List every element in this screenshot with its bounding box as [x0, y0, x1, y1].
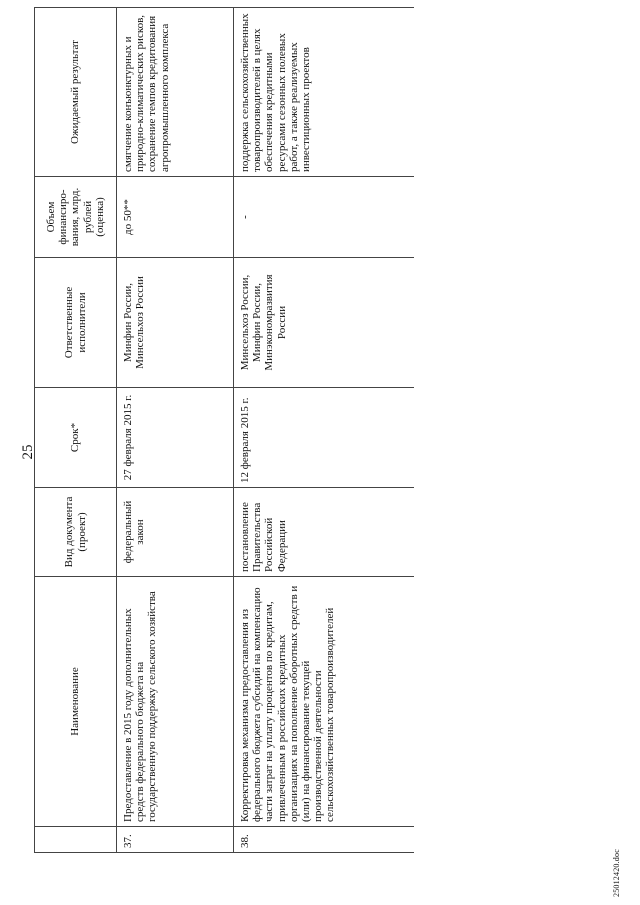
table-row: [234, 8, 415, 853]
header-term: Срок*: [35, 388, 117, 488]
row-result: смягчение конъюнктурных и природно-климатических рисков, сохранение темпов кредитования агропромышленного комплекса: [117, 8, 234, 177]
row-executors: Минсельхоз России, Минфин России, Минэкономразвития России: [234, 258, 415, 388]
header-num: [35, 827, 117, 853]
measures-table: [34, 7, 414, 853]
row-result: поддержка сельскохозяйственных товаропроизводителей в целях обеспечения кредитными ресурсами сезонных полевых работ, а также реализуемых инвестиционных проектов: [234, 8, 415, 177]
row-term: 12 февраля 2015 г.: [234, 388, 415, 488]
row-name: Предоставление в 2015 году дополнительных средств федерального бюджета на государственную поддержку сельского хозяйства: [117, 577, 234, 827]
header-result: Ожидаемый результат: [35, 8, 117, 177]
row-number: 38.: [234, 827, 415, 853]
row-term: 27 февраля 2015 г.: [117, 388, 234, 488]
row-funding: до 50**: [117, 177, 234, 258]
header-executors: Ответственные исполнители: [35, 258, 117, 388]
row-name: Корректировка механизма предоставления из федерального бюджета субсидий на компенсацию части затрат на уплату процентов по кредитам, привлеченным в российских кредитных организациях на пополнение оборотных средств и (или) на финансирование текущей производственной деятельности сельскохозяйственных товаропроизводителей: [234, 577, 415, 827]
row-funding: -: [234, 177, 415, 258]
header-funding: Объем финансиро-вания, млрд. рублей (оценка): [35, 177, 117, 258]
header-doc-type: Вид документа (проект): [35, 488, 117, 577]
row-doc-type: постановление Правительства Российской Федерации: [234, 488, 415, 577]
table-row: [117, 8, 234, 853]
header-name: Наименование: [35, 577, 117, 827]
row-executors: Минфин России, Минсельхоз России: [117, 258, 234, 388]
page-number: 25: [20, 444, 36, 460]
file-footer: 25012420.doc: [612, 849, 621, 897]
row-doc-type: федеральный закон: [117, 488, 234, 577]
table-header-row: [35, 8, 117, 853]
row-number: 37.: [117, 827, 234, 853]
